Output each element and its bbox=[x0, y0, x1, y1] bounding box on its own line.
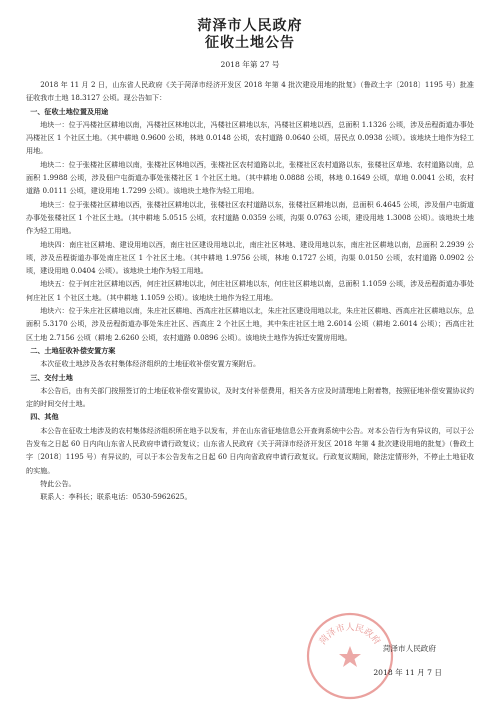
plot-paragraph-6: 地块六：位于朱庄社区耕地以南，朱庄社区耕地、西高庄社区耕地以北，朱庄社区建设用地以北，朱庄社区耕地、西高庄社区耕地以东，总面积 5.3170 公顷，涉及岳程街道办事处朱庄社区、西高庄 2 个社区土地，其中朱庄社区土地 2.6014 公顷（耕地 2.6014 公顷）；西高庄社区土地 2.7156 公顷（耕地 2.6260 公顷，农村道路 0.0896 公顷）。该地块土地作为拆迁安置房用地。 bbox=[26, 306, 474, 342]
plot-paragraph-5: 地块五：位于何庄社区耕地以西，何庄社区耕地以北，何庄社区耕地以东，何庄社区耕地以南，总面积 1.1059 公顷，涉及岳程街道办事处何庄社区 1 个社区土地。（其中耕地 1.1059 公顷）。该地块土地作为轻工用地。 bbox=[26, 279, 474, 302]
seal-text: 菏泽市人民政府 bbox=[318, 623, 382, 647]
section-heading-3: 三、交付土地 bbox=[30, 372, 73, 382]
seal-star-icon bbox=[339, 646, 361, 667]
closing-line: 特此公告。 bbox=[40, 478, 76, 488]
contact-line: 联系人：李科长；联系电话：0530-5962625。 bbox=[40, 492, 192, 502]
section-body-2: 本次征收土地涉及各农村集体经济组织的土地征收补偿安置方案附后。 bbox=[40, 359, 261, 369]
section-heading-4: 四、其他 bbox=[30, 412, 59, 422]
official-seal-stamp bbox=[302, 608, 398, 704]
signature-date: 2018 年 11 月 7 日 bbox=[373, 668, 442, 677]
section-heading-1: 一、征收土地位置及用途 bbox=[30, 106, 109, 116]
plot-paragraph-3: 地块三：位于张楼社区耕地以西，张楼社区耕地以北，张楼社区农村道路以东，张楼社区耕地以南，总面积 6.4645 公顷，涉及佃户屯街道办事处张楼社区 1 个社区土地。（其中耕地 5.0515 公顷，农村道路 0.0359 公顷，沟渠 0.0763 公顷，建设用地 1.3008 公顷）。该地块土地作为轻工用地。 bbox=[26, 199, 474, 236]
plot-paragraph-1: 地块一：位于冯楼社区耕地以南，冯楼社区林地以北，冯楼社区耕地以东，冯楼社区耕地以西，总面积 1.1326 公顷，涉及岳程街道办事处冯楼社区 1 个社区土地。（其中耕地 0.9600 公顷，林地 0.0148 公顷，农村道路 0.0640 公顷，居民点 0.0938 公顷）。该地块土地作为轻工用地。 bbox=[26, 119, 474, 156]
intro-paragraph: 2018 年 11 月 2 日，山东省人民政府《关于菏泽市经济开发区 2018 年第 4 批次建设用地的批复》（鲁政土字〔2018〕1195 号）批准征收我市土地 18.3127 公顷。现公告如下： bbox=[26, 80, 474, 103]
notice-title: 征收土地公告 bbox=[205, 35, 295, 51]
plot-paragraph-4: 地块四：南庄社区耕地、建设用地以西，南庄社区建设用地以北，南庄社区林地、建设用地以东，南庄社区耕地以南，总面积 2.2939 公顷，涉及岳程街道办事处南庄社区 1 个社区土地。（其中耕地 1.9756 公顷，林地 0.1727 公顷，沟渠 0.0150 公顷，农村道路 0.0902 公顷，建设用地 0.0404 公顷）。该地块土地作为轻工用地。 bbox=[26, 239, 474, 276]
plot-paragraph-2: 地块二：位于张楼社区耕地以南，张楼社区林地以西，张楼社区农村道路以北，张楼社区农村道路以东，张楼社区草地、农村道路以南，总面积 1.9988 公顷，涉及佃户屯街道办事处张楼社区 1 个社区土地。（其中耕地 0.0888 公顷，林地 0.1649 公顷，草地 0.0041 公顷，农村道路 0.0111 公顷，建设用地 1.7299 公顷）。该地块土地作为轻工用地。 bbox=[26, 159, 474, 196]
section-heading-2: 二、土地征收补偿安置方案 bbox=[30, 345, 116, 355]
section-body-3: 本公告后，由有关部门按照签订的土地征收补偿安置协议，及时支付补偿费用，相关各方应及时清理地上附着物，按照征地补偿安置协议约定的时间交付土地。 bbox=[26, 385, 474, 409]
issuer-title: 菏泽市人民政府 bbox=[197, 18, 303, 34]
document-number: 2018 年第 27 号 bbox=[220, 60, 280, 69]
signature-organization: 菏泽市人民政府 bbox=[382, 644, 436, 653]
svg-text:菏泽市人民政府 bbox=[317, 621, 384, 647]
section-body-4: 本公告在征收土地涉及的农村集体经济组织所在地予以发布，并在山东省征地信息公开查询系统中公告。对本公告行为有异议的，可以于公告发布之日起 60 日内向山东省人民政府申请行政复议；山东省人民政府《关于菏泽市经济开发区 2018 年第 4 批次建设用地的批复》（鲁政土字〔2018〕1195 号）有异议的，可以于本公告发布之日起 60 日内向省政府申请行政复议。行政复议期间，除法定情形外，不停止土地征收的实施。 bbox=[26, 425, 474, 475]
